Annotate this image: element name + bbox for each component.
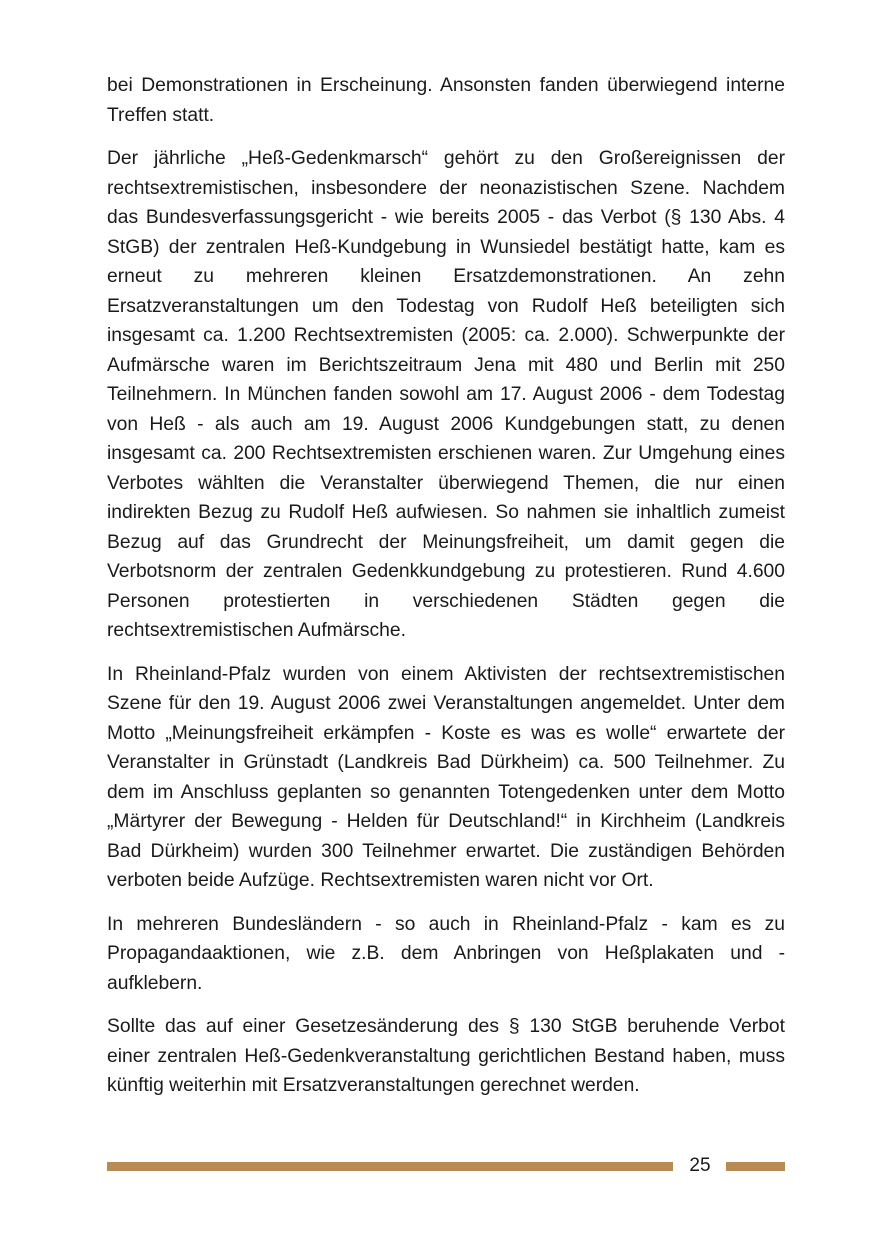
page-footer <box>107 1153 785 1179</box>
paragraph-demonstrations-intro: bei Demonstrationen in Erscheinung. Ansonsten fanden überwiegend interne Treffen statt. <box>107 75 785 126</box>
paragraph-rheinland-pfalz-events: In Rheinland-Pfalz wurden von einem Aktivisten der rechtsextremistischen Szene für den 19. August 2006 zwei Veranstaltungen angemeldet. Unter dem Motto „Meinungsfreiheit erkämpfen - Koste es was es wolle“ erwartete der Veranstalter in Grünstadt (Landkreis Bad Dürkheim) ca. 500 Teilnehmer. Zu dem im Anschluss geplanten so genannten Totengedenken unter dem Motto „Märtyrer der Bewegung - Helden für Deutschland!“ in Kirchheim (Landkreis Bad Dürkheim) wurden 300 Teilnehmer erwartet. Die zuständigen Behörden verboten beide Aufzüge. Rechtsextremisten waren nicht vor Ort. <box>107 663 785 891</box>
page-body <box>107 71 785 1115</box>
paragraph-propaganda-actions: In mehreren Bundesländern - so auch in Rheinland-Pfalz - kam es zu Propagandaaktionen, wie z.B. dem Anbringen von Heßplakaten und -aufklebern. <box>107 913 785 994</box>
paragraph-outlook: Sollte das auf einer Gesetzesänderung des § 130 StGB beruhende Verbot einer zentralen Heß-Gedenkveranstaltung gerichtlichen Bestand haben, muss künftig weiterhin mit Ersatzveranstaltungen gerechnet werden. <box>107 1016 785 1096</box>
page-number: 25 <box>689 1155 711 1176</box>
paragraph-hess-gedenkmarsch: Der jährliche „Heß-Gedenkmarsch“ gehört zu den Großereignissen der rechtsextremistischen, insbesondere der neonazistischen Szene. Nachdem das Bundesverfassungsgericht - wie bereits 2005 - das Verbot (§ 130 Abs. 4 StGB) der zentralen Heß-Kundgebung in Wunsiedel bestätigt hatte, kam es erneut zu mehreren kleinen Ersatzdemonstrationen. An zehn Ersatzveranstaltungen um den Todestag von Rudolf Heß beteiligten sich insgesamt ca. 1.200 Rechtsextremisten (2005: ca. 2.000). Schwerpunkte der Aufmärsche waren im Berichtszeitraum Jena mit 480 und Berlin mit 250 Teilnehmern. In München fanden sowohl am 17. August 2006 - dem Todestag von Heß - als auch am 19. August 2006 Kundgebungen statt, zu denen insgesamt ca. 200 Rechtsextremisten erschienen waren. Zur Umgehung eines Verbotes wählten die Veranstalter überwiegend Themen, die nur einen indirekten Bezug zu Rudolf Heß aufwiesen. So nahmen sie inhaltlich zumeist Bezug auf das Grundrecht der Meinungsfreiheit, um damit gegen die Verbotsnorm der zentralen Gedenkkundgebung zu protestieren. Rund 4.600 Personen protestierten in verschiedenen Städten gegen die rechtsextremistischen Aufmärsche. <box>107 148 785 641</box>
footer-rule-left <box>107 1162 673 1171</box>
footer-rule-right <box>726 1162 785 1171</box>
